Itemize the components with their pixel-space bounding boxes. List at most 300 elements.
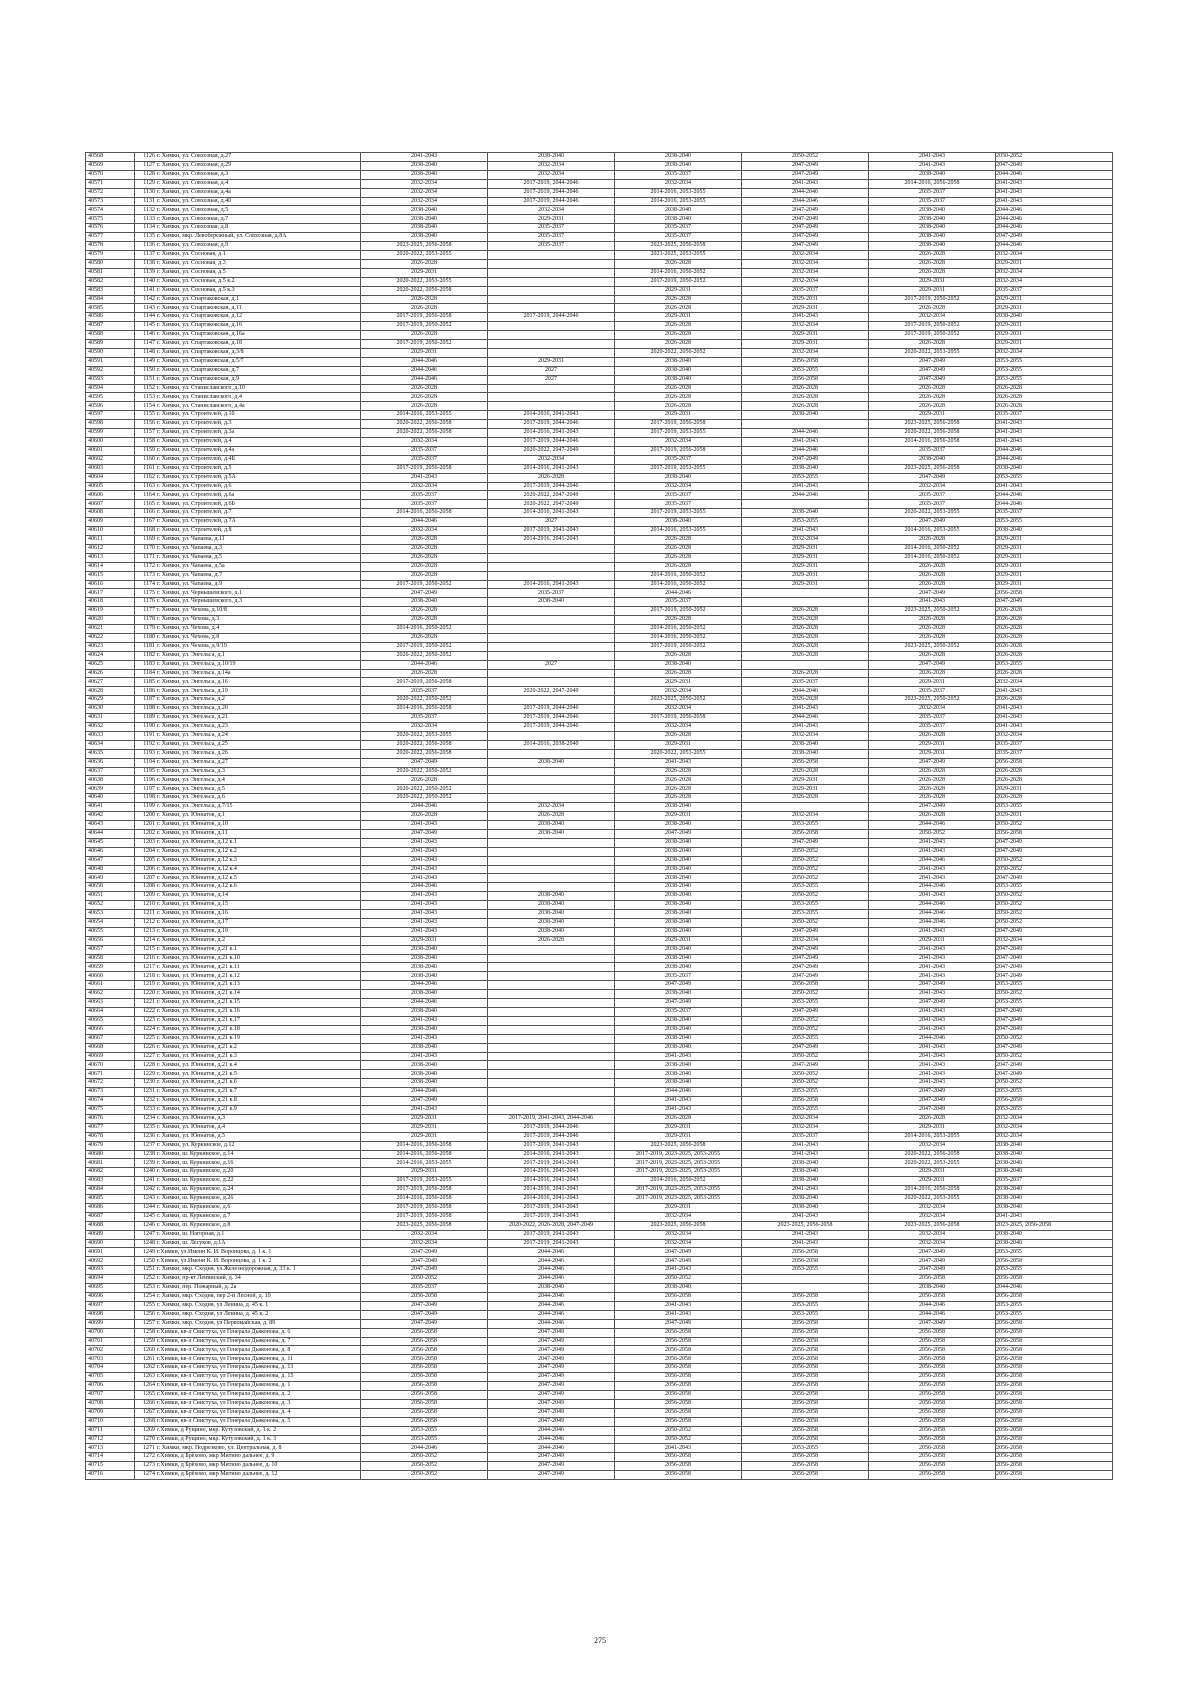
- table-cell: г. Химки, мкр. Левобережный, ул. Совхозная, д.8А: [157, 233, 361, 242]
- table-cell: 2035-2037: [615, 1008, 742, 1017]
- table-cell: 1194: [135, 758, 158, 767]
- table-row: [86, 348, 1113, 357]
- table-cell: 2041-2043: [742, 482, 869, 491]
- table-cell: 2038-2040: [488, 758, 615, 767]
- table-cell: 1152: [135, 384, 158, 393]
- table-cell: 2026-2028: [361, 393, 488, 402]
- table-cell: 2038-2040: [615, 357, 742, 366]
- table-cell: 2038-2040: [615, 1284, 742, 1293]
- table-cell: 2035-2037: [742, 286, 869, 295]
- table-cell: г. Химки, пер. Пожарный, д. 2а: [157, 1284, 361, 1293]
- table-cell: 2032-2034: [488, 170, 615, 179]
- table-cell: 2017-2019, 2056-2058: [615, 446, 742, 455]
- table-cell: 2053-2055: [742, 1105, 869, 1114]
- table-cell: 2029-2031: [996, 259, 1113, 268]
- table-cell: 2017-2019, 2053-2055: [615, 464, 742, 473]
- table-cell: 2056-2058: [742, 1453, 869, 1462]
- table-row: [86, 1159, 1113, 1168]
- table-cell: 2053-2055: [996, 1266, 1113, 1275]
- table-cell: 2038-2040: [361, 215, 488, 224]
- table-cell: 1210: [135, 901, 158, 910]
- table-cell: 2056-2058: [742, 1328, 869, 1337]
- table-cell: г. Химки, ул. Юннатов, д.4: [157, 1123, 361, 1132]
- table-cell: 2035-2037: [742, 678, 869, 687]
- table-cell: 2050-2052: [742, 1025, 869, 1034]
- table-cell: г. Химки, ул. Юннатов, д.14: [157, 892, 361, 901]
- table-cell: 2026-2028: [869, 250, 996, 259]
- table-cell: 2056-2058: [996, 1399, 1113, 1408]
- table-cell: 2047-2049: [869, 999, 996, 1008]
- table-cell: 40657: [86, 945, 135, 954]
- table-cell: г. Химки, ул. Энгельса, д.7/15: [157, 803, 361, 812]
- table-cell: 2023-2025, 2056-2058: [869, 464, 996, 473]
- table-cell: 2032-2034: [361, 527, 488, 536]
- table-cell: 2026-2028: [996, 651, 1113, 660]
- table-row: [86, 268, 1113, 277]
- table-cell: г. Химки, ул. Юннатов, д.21 к.12: [157, 972, 361, 981]
- table-cell: [488, 776, 615, 785]
- table-cell: г. Химки, ул. Энгельса, д.19: [157, 687, 361, 696]
- table-cell: 40683: [86, 1177, 135, 1186]
- page-number: 275: [594, 1636, 606, 1645]
- table-cell: 2038-2040: [615, 820, 742, 829]
- table-cell: г. Химки, ул. Энгельса, д.10/19: [157, 660, 361, 669]
- table-cell: 2050-2052: [996, 918, 1113, 927]
- table-row: [86, 1266, 1113, 1275]
- table-cell: 2017-2019, 2044-2046: [488, 482, 615, 491]
- table-row: [86, 1310, 1113, 1319]
- table-cell: 1167: [135, 518, 158, 527]
- table-cell: 1217: [135, 963, 158, 972]
- table-cell: 2047-2049: [742, 963, 869, 972]
- table-cell: 2032-2034: [996, 1123, 1113, 1132]
- table-cell: 2026-2028: [996, 393, 1113, 402]
- table-cell: 2038-2040: [615, 153, 742, 162]
- table-cell: 2038-2040: [615, 847, 742, 856]
- table-row: [86, 1061, 1113, 1070]
- table-cell: 2041-2043: [361, 1016, 488, 1025]
- table-row: [86, 1417, 1113, 1426]
- table-cell: [488, 348, 615, 357]
- table-cell: 2050-2052: [361, 1453, 488, 1462]
- table-cell: 2032-2034: [742, 259, 869, 268]
- table-cell: г. Химки, ул. Юннатов, д.16: [157, 910, 361, 919]
- table-cell: 40646: [86, 847, 135, 856]
- table-cell: 2038-2040: [615, 927, 742, 936]
- table-cell: 2014-2016, 2050-2052: [869, 553, 996, 562]
- table-cell: 2017-2019, 2041-2043: [488, 1159, 615, 1168]
- table-cell: 2026-2028: [361, 402, 488, 411]
- table-cell: 40673: [86, 1088, 135, 1097]
- table-cell: [742, 660, 869, 669]
- table-cell: 2017-2019, 2056-2058: [361, 1186, 488, 1195]
- table-cell: 2053-2055: [996, 1248, 1113, 1257]
- table-cell: 2032-2034: [869, 705, 996, 714]
- table-cell: 2050-2052: [615, 1426, 742, 1435]
- table-row: [86, 411, 1113, 420]
- table-cell: 2038-2040: [615, 892, 742, 901]
- table-cell: 2047-2049: [996, 598, 1113, 607]
- table-cell: г. Химки, ул. Юннатов, д.21 к.15: [157, 999, 361, 1008]
- table-cell: 2038-2040: [615, 375, 742, 384]
- table-cell: 2023-2025, 2056-2058: [996, 1221, 1113, 1230]
- table-cell: 2026-2028: [742, 625, 869, 634]
- table-cell: 2017-2019, 2044-2046: [488, 420, 615, 429]
- table-cell: 2017-2019, 2023-2025, 2053-2055: [615, 1186, 742, 1195]
- table-cell: 2020-2022, 2056-2058: [869, 1150, 996, 1159]
- table-cell: 1158: [135, 438, 158, 447]
- table-cell: 2038-2040: [361, 233, 488, 242]
- table-cell: 2020-2022, 2053-2055: [361, 250, 488, 259]
- table-cell: 2047-2049: [742, 455, 869, 464]
- table-cell: 1169: [135, 535, 158, 544]
- table-cell: г. Химки, ул. Станиславского, д.4а: [157, 402, 361, 411]
- table-cell: г.Химки, кв-л Свистуха, ул Генерала Дьяконова, д. 8: [157, 1346, 361, 1355]
- table-cell: 40710: [86, 1417, 135, 1426]
- table-cell: 40670: [86, 1061, 135, 1070]
- table-cell: 2044-2046: [361, 357, 488, 366]
- table-cell: 2029-2031: [488, 357, 615, 366]
- table-cell: 2047-2049: [742, 972, 869, 981]
- table-cell: 2038-2040: [361, 170, 488, 179]
- table-cell: 2038-2040: [615, 963, 742, 972]
- table-cell: г. Химки, ул. Юннатов, д.17: [157, 918, 361, 927]
- table-cell: г. Химки, ул. Сосновая, д.3: [157, 259, 361, 268]
- table-cell: 2029-2031: [361, 1123, 488, 1132]
- table-cell: 2041-2043: [742, 1239, 869, 1248]
- table-cell: 2050-2052: [361, 1471, 488, 1480]
- table-cell: 40582: [86, 277, 135, 286]
- table-cell: 2044-2046: [996, 1284, 1113, 1293]
- table-cell: 2014-2016, 2050-2052: [615, 633, 742, 642]
- table-cell: 1234: [135, 1114, 158, 1123]
- table-cell: 2014-2016, 2053-2055: [615, 188, 742, 197]
- table-cell: 1154: [135, 402, 158, 411]
- table-cell: 2041-2043: [615, 1266, 742, 1275]
- table-row: [86, 1150, 1113, 1159]
- table-cell: 2056-2058: [742, 1346, 869, 1355]
- table-cell: г. Химки, ул. Строителей, д.8: [157, 527, 361, 536]
- table-cell: 2026-2028: [742, 607, 869, 616]
- table-cell: 2041-2043: [615, 1310, 742, 1319]
- table-cell: 2044-2046: [488, 1444, 615, 1453]
- table-cell: г.Химки, кв-л Свистуха, ул Генерала Дьяконова, д. 13: [157, 1364, 361, 1373]
- table-cell: г. Химки, мкр. Сходня, пер 2-й Лесной, д. 10: [157, 1293, 361, 1302]
- table-cell: г. Химки, ул. Чехова, д.10/8: [157, 607, 361, 616]
- table-cell: 2017-2019, 2053-2055: [615, 429, 742, 438]
- table-cell: 40671: [86, 1070, 135, 1079]
- table-row: [86, 1453, 1113, 1462]
- table-cell: 2038-2040: [615, 1079, 742, 1088]
- table-cell: 2026-2028: [361, 295, 488, 304]
- table-cell: 2038-2040: [996, 527, 1113, 536]
- table-cell: 40680: [86, 1150, 135, 1159]
- table-row: [86, 785, 1113, 794]
- table-cell: 2041-2043: [742, 527, 869, 536]
- table-cell: 1248: [135, 1239, 158, 1248]
- table-cell: 2041-2043: [742, 1230, 869, 1239]
- table-cell: 2047-2049: [996, 838, 1113, 847]
- table-cell: 2026-2028: [361, 616, 488, 625]
- table-row: [86, 927, 1113, 936]
- table-cell: 2047-2049: [996, 1025, 1113, 1034]
- table-cell: 2041-2043: [615, 1052, 742, 1061]
- table-cell: 2029-2031: [996, 304, 1113, 313]
- table-cell: 2041-2043: [742, 313, 869, 322]
- table-cell: 2026-2028: [361, 384, 488, 393]
- table-cell: г. Химки, ул. Юннатов, д.21 к.17: [157, 1016, 361, 1025]
- table-cell: 1223: [135, 1016, 158, 1025]
- table-cell: 2050-2052: [615, 1435, 742, 1444]
- table-cell: 2017-2019, 2050-2052: [361, 322, 488, 331]
- table-cell: 2026-2028: [615, 402, 742, 411]
- table-cell: 2047-2049: [361, 1301, 488, 1310]
- table-cell: 40589: [86, 340, 135, 349]
- table-row: [86, 1293, 1113, 1302]
- table-cell: 2026-2028: [869, 304, 996, 313]
- table-cell: 2038-2040: [615, 990, 742, 999]
- table-cell: 2044-2046: [742, 714, 869, 723]
- table-cell: 2029-2031: [361, 936, 488, 945]
- table-cell: 1185: [135, 678, 158, 687]
- table-cell: 2032-2034: [742, 1114, 869, 1123]
- table-cell: 2056-2058: [742, 1471, 869, 1480]
- table-cell: 40580: [86, 259, 135, 268]
- table-row: [86, 277, 1113, 286]
- table-cell: 40647: [86, 856, 135, 865]
- table-cell: г. Химки, ул. Юннатов, д.21 к.10: [157, 954, 361, 963]
- table-cell: 1156: [135, 420, 158, 429]
- table-cell: 2047-2049: [869, 1097, 996, 1106]
- table-cell: 2029-2031: [742, 553, 869, 562]
- table-cell: 2038-2040: [361, 963, 488, 972]
- table-cell: 1261: [135, 1355, 158, 1364]
- table-cell: 2044-2046: [869, 856, 996, 865]
- table-cell: 2032-2034: [615, 687, 742, 696]
- table-cell: г.Химки, кв-л Свистуха, ул Генерала Дьяконова, д. 15: [157, 1373, 361, 1382]
- table-cell: г. Химки, ш. Куркинское, д.24: [157, 1186, 361, 1195]
- table-cell: 2032-2034: [742, 250, 869, 259]
- table-cell: 2056-2058: [996, 1417, 1113, 1426]
- table-cell: 2056-2058: [869, 1408, 996, 1417]
- table-cell: г. Химки, ул. Юннатов, д.21 к.1: [157, 945, 361, 954]
- table-cell: 2026-2028: [869, 384, 996, 393]
- table-cell: 2041-2043: [996, 438, 1113, 447]
- table-cell: 40667: [86, 1034, 135, 1043]
- table-cell: 2050-2052: [742, 865, 869, 874]
- table-cell: 2032-2034: [488, 455, 615, 464]
- table-cell: г. Химки, ул. Спартаковская, д.9: [157, 375, 361, 384]
- table-cell: 2044-2046: [488, 1248, 615, 1257]
- table-row: [86, 1132, 1113, 1141]
- table-cell: 2056-2058: [996, 829, 1113, 838]
- table-cell: 2056-2058: [615, 1399, 742, 1408]
- table-cell: 2035-2037: [488, 224, 615, 233]
- table-cell: 2047-2049: [361, 829, 488, 838]
- table-cell: 2029-2031: [742, 544, 869, 553]
- table-cell: 40601: [86, 446, 135, 455]
- table-cell: 2026-2028: [615, 259, 742, 268]
- table-cell: 2026-2028: [869, 794, 996, 803]
- table-cell: 2029-2031: [615, 678, 742, 687]
- table-cell: 1174: [135, 580, 158, 589]
- table-cell: 2041-2043: [996, 1212, 1113, 1221]
- table-cell: 2017-2019, 2056-2058: [361, 678, 488, 687]
- table-cell: г. Химки, ш. Куркинское, д.8: [157, 1221, 361, 1230]
- table-cell: 40575: [86, 215, 135, 224]
- table-cell: 2038-2040: [361, 1043, 488, 1052]
- table-cell: 1211: [135, 910, 158, 919]
- table-cell: 2050-2052: [996, 1034, 1113, 1043]
- table-cell: [488, 731, 615, 740]
- table-cell: 2056-2058: [742, 1435, 869, 1444]
- table-cell: г. Химки, ул. Спартаковская, д.12: [157, 313, 361, 322]
- table-cell: 40581: [86, 268, 135, 277]
- table-cell: 1243: [135, 1195, 158, 1204]
- table-cell: 2026-2028: [615, 767, 742, 776]
- table-cell: 40650: [86, 883, 135, 892]
- table-cell: 1263: [135, 1373, 158, 1382]
- table-cell: 2038-2040: [488, 927, 615, 936]
- table-cell: 2017-2019, 2044-2046: [488, 313, 615, 322]
- table-cell: 1259: [135, 1337, 158, 1346]
- table-cell: 2038-2040: [361, 224, 488, 233]
- table-cell: г. Химки, ул. Юннатов, д.1: [157, 812, 361, 821]
- table-cell: 40586: [86, 313, 135, 322]
- table-cell: 2044-2046: [361, 366, 488, 375]
- table-cell: г. Химки, ул. Совхозная, д.40: [157, 197, 361, 206]
- table-cell: 2017-2019, 2053-2055: [361, 1177, 488, 1186]
- table-cell: 2032-2034: [361, 188, 488, 197]
- table-cell: 2029-2031: [996, 562, 1113, 571]
- table-cell: 40635: [86, 749, 135, 758]
- table-cell: 2053-2055: [996, 357, 1113, 366]
- table-cell: 2035-2037: [869, 188, 996, 197]
- table-cell: 2026-2028: [361, 633, 488, 642]
- table-cell: 2044-2046: [996, 455, 1113, 464]
- table-cell: 2044-2046: [488, 1275, 615, 1284]
- table-cell: 2032-2034: [615, 438, 742, 447]
- table-cell: г. Химки, ул. Чапаева, д.7: [157, 571, 361, 580]
- table-cell: 2038-2040: [361, 1008, 488, 1017]
- table-row: [86, 464, 1113, 473]
- table-cell: 2038-2040: [615, 838, 742, 847]
- table-cell: 2026-2028: [996, 616, 1113, 625]
- table-row: [86, 731, 1113, 740]
- table-cell: [488, 1016, 615, 1025]
- table-cell: 2044-2046: [615, 1088, 742, 1097]
- table-cell: г. Химки, ул. Юннатов, д.12 к.1: [157, 838, 361, 847]
- table-cell: [488, 553, 615, 562]
- table-cell: г.Химки, кв-л Свистуха, ул Генерала Дьяконова, д. 7: [157, 1337, 361, 1346]
- table-cell: 2014-2016, 2056-2058: [361, 1150, 488, 1159]
- table-cell: 2056-2058: [869, 1471, 996, 1480]
- table-row: [86, 714, 1113, 723]
- table-cell: 40705: [86, 1373, 135, 1382]
- table-cell: г. Химки, ул. Строителей, д.3: [157, 420, 361, 429]
- table-cell: г. Химки, ул. Чехова, д.4: [157, 625, 361, 634]
- table-cell: 2038-2040: [869, 242, 996, 251]
- table-cell: 40616: [86, 580, 135, 589]
- table-cell: 2041-2043: [615, 1105, 742, 1114]
- table-cell: 1200: [135, 812, 158, 821]
- table-cell: 1204: [135, 847, 158, 856]
- table-cell: 2026-2028: [869, 776, 996, 785]
- table-cell: 2038-2040: [615, 518, 742, 527]
- table-cell: 2026-2028: [869, 651, 996, 660]
- table-cell: 2056-2058: [361, 1382, 488, 1391]
- table-cell: 2014-2016, 2053-2055: [869, 1132, 996, 1141]
- table-cell: 2026-2028: [742, 669, 869, 678]
- table-row: [86, 1052, 1113, 1061]
- table-cell: 2017-2019, 2041-2043: [488, 527, 615, 536]
- table-cell: 2041-2043: [361, 153, 488, 162]
- table-cell: 2050-2052: [615, 1275, 742, 1284]
- table-row: [86, 375, 1113, 384]
- table-cell: [488, 865, 615, 874]
- table-cell: [742, 420, 869, 429]
- table-cell: 2032-2034: [996, 678, 1113, 687]
- table-cell: 1155: [135, 411, 158, 420]
- table-cell: 2050-2052: [869, 829, 996, 838]
- table-cell: 2029-2031: [742, 304, 869, 313]
- table-cell: 2041-2043: [361, 820, 488, 829]
- table-cell: 2032-2034: [742, 936, 869, 945]
- table-cell: г. Химки, ул. Энгельса, д.23: [157, 723, 361, 732]
- table-row: [86, 446, 1113, 455]
- table-cell: 2047-2049: [996, 847, 1113, 856]
- table-cell: 1232: [135, 1097, 158, 1106]
- table-cell: 2047-2049: [869, 366, 996, 375]
- table-cell: 2053-2055: [742, 366, 869, 375]
- table-cell: 40691: [86, 1248, 135, 1257]
- table-cell: 2032-2034: [742, 812, 869, 821]
- table-cell: 2023-2025, 2056-2058: [361, 1221, 488, 1230]
- table-cell: 1264: [135, 1382, 158, 1391]
- table-cell: 2014-2016, 2050-2052: [615, 1177, 742, 1186]
- table-cell: 2041-2043: [615, 1097, 742, 1106]
- table-cell: 2029-2031: [615, 1123, 742, 1132]
- table-cell: 2056-2058: [996, 1355, 1113, 1364]
- table-cell: 2014-2016, 2050-2052: [615, 625, 742, 634]
- table-cell: [488, 340, 615, 349]
- table-cell: 40584: [86, 295, 135, 304]
- table-cell: 2041-2043: [361, 847, 488, 856]
- table-cell: 1237: [135, 1141, 158, 1150]
- table-cell: 2053-2055: [996, 883, 1113, 892]
- table-cell: 40651: [86, 892, 135, 901]
- table-cell: 1203: [135, 838, 158, 847]
- table-cell: 40665: [86, 1016, 135, 1025]
- table-cell: 2041-2043: [742, 179, 869, 188]
- table-cell: 2056-2058: [615, 1328, 742, 1337]
- table-cell: 2044-2046: [361, 1088, 488, 1097]
- table-cell: [488, 616, 615, 625]
- table-row: [86, 1471, 1113, 1480]
- table-cell: 2041-2043: [869, 153, 996, 162]
- table-cell: 2029-2031: [996, 535, 1113, 544]
- table-cell: 1160: [135, 455, 158, 464]
- table-cell: 40579: [86, 250, 135, 259]
- table-row: [86, 393, 1113, 402]
- table-cell: 40628: [86, 687, 135, 696]
- table-cell: 1215: [135, 945, 158, 954]
- table-cell: 2047-2049: [996, 972, 1113, 981]
- table-cell: 2038-2040: [742, 509, 869, 518]
- table-cell: 2056-2058: [742, 375, 869, 384]
- table-cell: 2032-2034: [996, 277, 1113, 286]
- table-cell: г. Химки, ш. Куркинское, д.16: [157, 1159, 361, 1168]
